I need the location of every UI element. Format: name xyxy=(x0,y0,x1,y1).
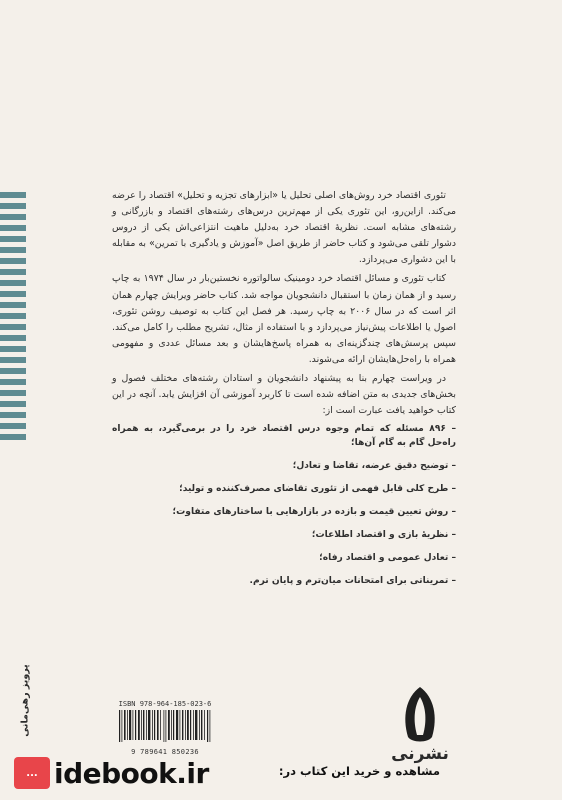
list-item: – ۸۹۶ مسئله که تمام وجوه درس اقتصاد خرد را در برمی‌گیرد، به همراه راه‌حل گام به گام آن‌ها؛ xyxy=(112,422,456,450)
logo-icon-text: ... xyxy=(26,767,38,779)
paragraph-2: کتاب تئوری و مسائل اقتصاد خرد دومینیک سالواتوره نخستین‌بار در سال ۱۹۷۴ به چاپ رسید و از همان زمان با استقبال دانشجویان مواجه شد. کتاب حاضر ویرایش چهارم همان اثر است که در سال ۲۰۰۶ به چاپ رسید. هر فصل این کتاب به توصیف روشن تئوری، اصول یا اطلاعات پیش‌نیاز می‌پردازد و با استفاده از مثال، تشریح مطلب را کامل می‌کند. سپس پرسش‌های چندگزینه‌ای به همراه پاسخ‌هایشان و بعد مسائل عددی و مفهومی همراه با راه‌حل‌هایشان ارائه می‌شوند. xyxy=(112,273,456,365)
purchase-cta-text: مشاهده و خرید این کتاب در: xyxy=(278,764,440,778)
back-cover-description xyxy=(112,188,456,597)
list-item: – نظریهٔ بازی و اقتصاد اطلاعات؛ xyxy=(112,528,456,542)
publisher-name: نشرنی xyxy=(391,744,449,764)
list-item: – توضیح دقیق عرضه، تقاضا و تعادل؛ xyxy=(112,459,456,473)
isbn-text: ISBN 978-964-185-023-6 xyxy=(118,700,212,708)
translator-label xyxy=(12,663,38,737)
features-list xyxy=(112,422,456,588)
barcode-number: 9 789641 850236 xyxy=(131,748,199,756)
idebook-logo-icon xyxy=(14,757,50,789)
translator-name: پرویز رهی‌مانی xyxy=(19,663,31,737)
list-item: – روش تعیین قیمت و بازده در بازارهایی با ساختارهای متفاوت؛ xyxy=(112,505,456,519)
barcode-block xyxy=(115,700,215,756)
paragraph-1: تئوری اقتصاد خرد روش‌های اصلی تحلیل یا «ابزارهای تجزیه و تحلیل» اقتصاد را عرضه می‌کند. ازاین‌رو، این تئوری یکی از مهم‌ترین درس‌های رشته‌های اقتصاد و بازرگانی و رشته‌های مشابه است. نظریهٔ اقتصاد خرد به‌دلیل ماهیت انتزاعی‌اش یکی از دروس دشوار تلقی می‌شود و کتاب حاضر از طریق اصل «آموزش و یادگیری با تمرین» به مقابله با این دشواری می‌پردازد. xyxy=(112,190,456,266)
list-item: – طرح کلی قابل فهمی از تئوری تقاضای مصرف‌کننده و تولید؛ xyxy=(112,482,456,496)
paragraph-3: در ویراست چهارم بنا به پیشنهاد دانشجویان و استادان رشته‌های مختلف فصول و بخش‌های جدیدی به متن اضافه شده است تا کاربرد آموزشی آن افزایش یابد. آنچه در این کتاب خواهید یافت عبارت است از: xyxy=(112,373,456,417)
list-item: – تعادل عمومی و اقتصاد رفاه؛ xyxy=(112,551,456,565)
idebook-logo[interactable] xyxy=(14,754,209,792)
list-item: – تمریناتی برای امتحانات میان‌ترم و پایان ترم. xyxy=(112,574,456,588)
idebook-logo-text: idebook.ir xyxy=(54,756,209,790)
publisher-logo-icon xyxy=(398,685,442,745)
watermark-footer xyxy=(0,752,562,800)
decorative-stripes xyxy=(0,192,26,444)
barcode-bars xyxy=(115,710,215,742)
